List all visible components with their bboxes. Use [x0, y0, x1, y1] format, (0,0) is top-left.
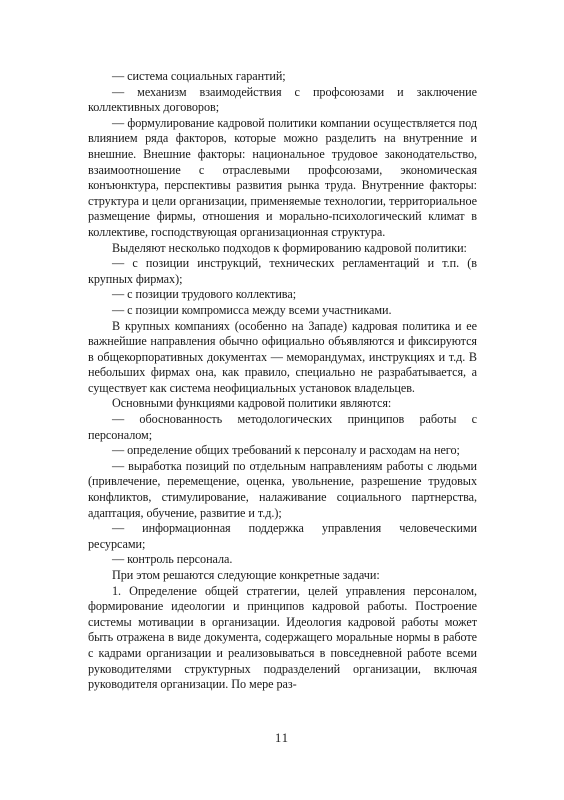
- paragraph: — обоснованность методологических принципов работы с персоналом;: [88, 412, 477, 442]
- paragraph: — с позиции компромисса между всеми участниками.: [112, 302, 392, 317]
- page-number: 11: [274, 731, 290, 745]
- paragraph: — определение общих требований к персоналу и расходам на него;: [112, 443, 460, 458]
- paragraph: — с позиции трудового коллектива;: [112, 287, 297, 302]
- paragraph: — информационная поддержка управления человеческими ресурсами;: [88, 521, 477, 551]
- paragraph: Выделяют несколько подходов к формированию кадровой политики:: [112, 240, 467, 255]
- paragraph: — контроль персонала.: [112, 552, 233, 567]
- paragraph: — формулирование кадровой политики компании осуществляется под влиянием ряда факторов, которые можно разделить на внутренние и внешние. Внешние факторы: национальное трудовое законодательство, взаимоотношение с отраслевыми профсоюзами, экономическая конъюнктура, перспективы развития рынка труда. Внутренние факторы: структура и цели организации, применяемые технологии, территориальное размещение фирмы, отношения и морально-психологический климат в коллективе, господствующая организационная структура.: [88, 115, 477, 239]
- paragraph: В крупных компаниях (особенно на Западе) кадровая политика и ее важнейшие направления обычно официально объявляются и фиксируются в общекорпоративных документах — меморандумах, инструкциях и т.д. В небольших фирмах она, как правило, специально не разрабатывается, а существует как система неофициальных установок владельцев.: [88, 318, 477, 395]
- paragraph: — с позиции инструкций, технических регламентаций и т.п. (в крупных фирмах);: [88, 256, 477, 286]
- paragraph: При этом решаются следующие конкретные задачи:: [112, 568, 380, 582]
- paragraph: — выработка позиций по отдельным направлениям работы с людьми (привлечение, перемещение, оценка, увольнение, разрешение трудовых конфликтов, стимулирование, налаживание социального партнерства, адаптация, обучение, развитие и т.д.);: [88, 458, 477, 520]
- body-text: [88, 69, 477, 693]
- paragraph: — система социальных гарантий;: [112, 69, 286, 83]
- paragraph: 1. Определение общей стратегии, целей управления персоналом, формирование идеологии и принципов кадровой работы. Построение системы мотивации в организации. Идеология кадровой работы может быть отражена в виде документа, содержащего моральные нормы в работе с кадрами организации и реализовываться в повседневной работе всеми руководителями структурных подразделений организации, включая руководителя организации. По мере раз-: [88, 583, 477, 692]
- paragraph: Основными функциями кадровой политики являются:: [112, 396, 392, 411]
- paragraph: — механизм взаимодействия с профсоюзами и заключение коллективных договоров;: [88, 84, 477, 115]
